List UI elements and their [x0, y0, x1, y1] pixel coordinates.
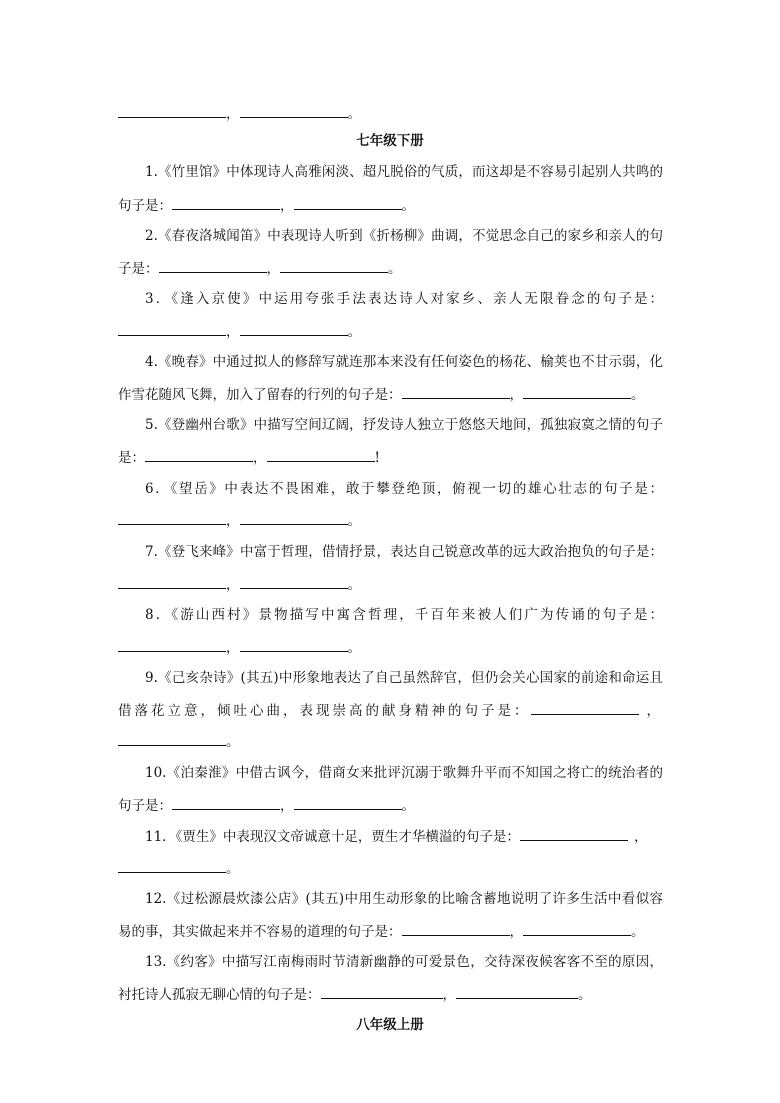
carryover-answer-line: ， 。: [118, 103, 663, 124]
answer-blank[interactable]: [118, 858, 226, 873]
question-13-line1: 13.《约客》中描写江南梅雨时节清新幽静的可爱景色，交待深夜候客客不至的原因，: [145, 954, 663, 970]
answer-blank[interactable]: [402, 921, 510, 936]
question-3-answer-line: ， 。: [118, 321, 663, 342]
question-7-answer-line: ， 。: [118, 574, 663, 595]
question-9-line2: 借落花立意，倾吐心曲，表现崇高的献身精神的句子是： ，: [118, 700, 663, 721]
question-11-answer-line: 。: [118, 858, 663, 879]
answer-blank[interactable]: [118, 321, 226, 336]
question-6-line1: 6．《望岳》中表达不畏困难，敢于攀登绝顶，俯视一切的雄心壮志的句子是：: [145, 481, 663, 497]
question-7-line1: 7.《登飞来峰》中富于哲理，借情抒景，表达自己锐意改革的远大政治抱负的句子是：: [145, 544, 663, 560]
answer-blank[interactable]: [240, 510, 348, 525]
answer-blank[interactable]: [240, 574, 348, 589]
question-4-line1: 4.《晚春》中通过拟人的修辞写就连那本来没有任何姿色的杨花、榆荚也不甘示弱，化: [145, 354, 663, 370]
question-8-answer-line: ， 。: [118, 637, 663, 658]
answer-blank[interactable]: [531, 700, 639, 715]
answer-blank[interactable]: [402, 384, 510, 399]
answer-blank[interactable]: [118, 574, 226, 589]
question-2-answer-line: 子是： ， 。: [118, 258, 663, 279]
answer-blank[interactable]: [172, 795, 280, 810]
answer-blank[interactable]: [118, 103, 226, 118]
question-8-line1: 8．《游山西村》景物描写中寓含哲理，千百年来被人们广为传诵的句子是：: [145, 607, 663, 623]
answer-blank[interactable]: [240, 103, 348, 118]
question-5-answer-line: 是： ， !: [118, 447, 663, 468]
answer-blank[interactable]: [145, 447, 253, 462]
answer-blank[interactable]: [240, 321, 348, 336]
question-9-answer-line: 。: [118, 731, 663, 752]
answer-blank[interactable]: [118, 637, 226, 652]
question-5-line1: 5.《登幽州台歌》中描写空间辽阔，抒发诗人独立于悠悠天地间，孤独寂寞之情的句子: [145, 417, 663, 433]
question-10-answer-line: 句子是： ， 。: [118, 795, 663, 816]
answer-blank[interactable]: [172, 195, 280, 210]
question-9-line1: 9.《己亥杂诗》(其五)中形象地表达了自己虽然辞官，但仍会关心国家的前途和命运且: [145, 670, 663, 686]
answer-blank[interactable]: [321, 984, 443, 999]
answer-blank[interactable]: [294, 195, 402, 210]
answer-blank[interactable]: [520, 826, 628, 841]
question-3-line1: 3．《逢入京使》中运用夸张手法表达诗人对家乡、亲人无限眷念的句子是：: [145, 291, 663, 307]
question-2-line1: 2.《春夜洛城闻笛》中表现诗人听到《折杨柳》曲调，不觉思念自己的家乡和亲人的句: [145, 228, 663, 244]
question-6-answer-line: ， 。: [118, 510, 663, 531]
question-1-answer-line: 句子是： ， 。: [118, 195, 663, 216]
question-11-line1: 11．《贾生》中表现汉文帝诚意十足，贾生才华横溢的句子是： ，: [145, 826, 663, 847]
answer-blank[interactable]: [240, 637, 348, 652]
answer-blank[interactable]: [523, 384, 631, 399]
question-4-answer-line: 作雪花随风飞舞，加入了留春的行列的句子是： ， 。: [118, 384, 663, 405]
question-1-line1: 1.《竹里馆》中体现诗人高雅闲淡、超凡脱俗的气质，而这却是不容易引起别人共鸣的: [145, 164, 663, 180]
answer-blank[interactable]: [294, 795, 402, 810]
question-13-answer-line: 衬托诗人孤寂无聊心情的句子是： ， 。: [118, 984, 663, 1005]
answer-blank[interactable]: [523, 921, 631, 936]
answer-blank[interactable]: [267, 447, 375, 462]
answer-blank[interactable]: [280, 258, 388, 273]
question-12-answer-line: 易的事，其实做起来并不容易的道理的句子是： ， 。: [118, 921, 663, 942]
answer-blank[interactable]: [159, 258, 267, 273]
section-heading-grade8-vol1: 八年级上册: [356, 1017, 424, 1033]
answer-blank[interactable]: [456, 984, 578, 999]
section-heading-grade7-vol2: 七年级下册: [356, 133, 424, 149]
question-10-line1: 10.《泊秦淮》中借古讽今，借商女来批评沉溺于歌舞升平而不知国之将亡的统治者的: [145, 765, 663, 781]
question-12-line1: 12.《过松源晨炊漆公店》(其五)中用生动形象的比喻含蓄地说明了许多生活中看似容: [145, 891, 663, 907]
answer-blank[interactable]: [118, 731, 226, 746]
answer-blank[interactable]: [118, 510, 226, 525]
